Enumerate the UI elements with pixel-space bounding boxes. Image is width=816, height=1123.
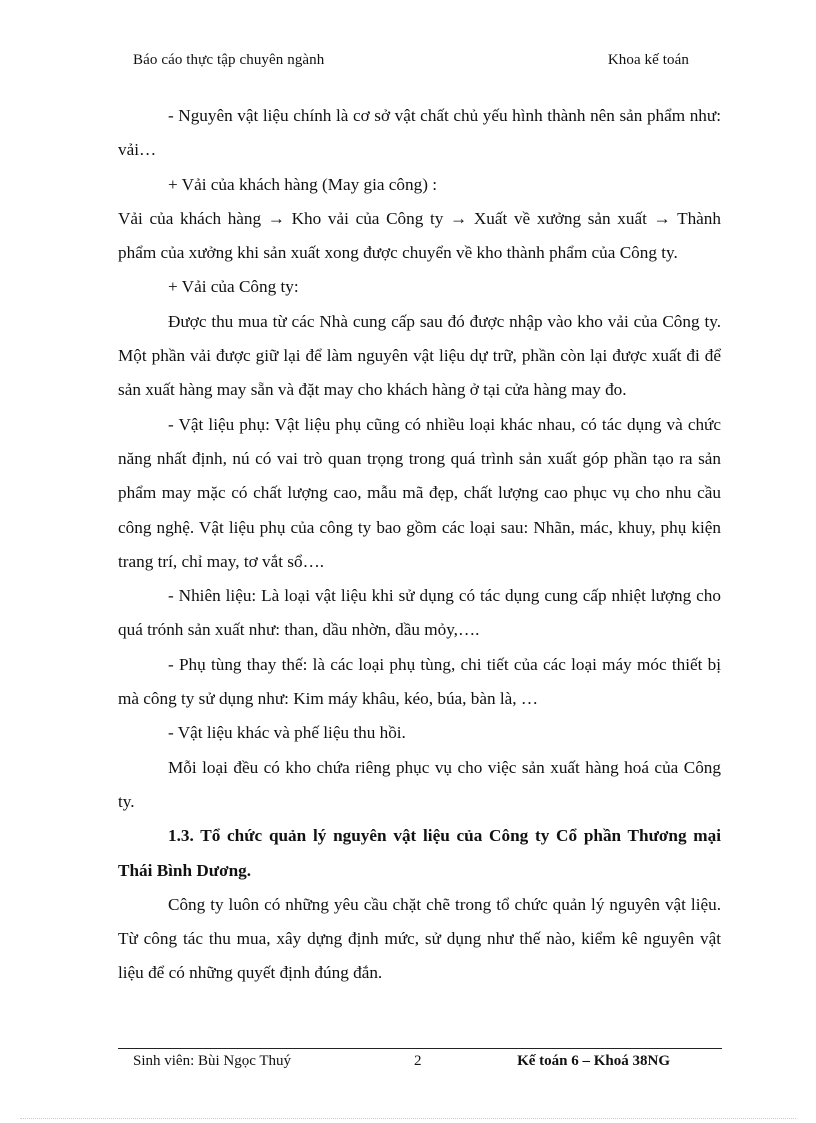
page-header [133,52,689,69]
page-edge-divider [20,1118,796,1119]
paragraph-main-materials: - Nguyên vật liệu chính là cơ sở vật chất chủ yếu hình thành nên sản phẩm như: vải… [118,106,721,160]
document-body [118,99,721,991]
department-label: Khoa kế toán [607,52,689,68]
paragraph-spare-parts: - Phụ tùng thay thế: là các loại phụ tùng, chi tiết của các loại máy móc thiết bị mà công ty sử dụng như: Kim máy khâu, kéo, búa, bàn là, … [118,654,721,709]
class-label: Kế toán 6 – Khoá 38NG [517,1053,670,1069]
page-number: 2 [414,1053,422,1069]
student-name: Sinh viên: Bùi Ngọc Thuý [133,1053,292,1069]
section-heading: 1.3. Tổ chức quản lý nguyên vật liệu của Công ty Cổ phần Thương mại Thái Bình Dương. [118,826,721,880]
paragraph-other-materials: - Vật liệu khác và phế liệu thu hồi. [168,723,406,743]
paragraph-fuel: - Nhiên liệu: Là loại vật liệu khi sử dụng có tác dụng cung cấp nhiệt lượng cho quá trónh sản xuất như: than, dầu nhờn, dầu mỏy,…. [118,586,721,640]
paragraph-storage: Mỗi loại đều có kho chứa riêng phục vụ cho việc sản xuất hàng hoá của Công ty. [118,757,721,811]
paragraph-purchasing: Được thu mua từ các Nhà cung cấp sau đó được nhập vào kho vải của Công ty. Một phần vải được giữ lại để làm nguyên vật liệu dự trữ, phần còn lại được xuất đi để sản xuất hàng may sẵn và đặt may cho khách hàng ở tại cửa hàng may đo. [118,311,721,400]
paragraph-fabric-flow: Vải của khách hàng → Kho vải của Công ty → Xuất về xưởng sản xuất → Thành phẩm của xưởng khi sản xuất xong được chuyển về kho thành phẩm của Công ty. [118,208,721,263]
report-title: Báo cáo thực tập chuyên ngành [133,52,325,68]
paragraph-customer-fabric: + Vải của khách hàng (May gia công) : [168,174,438,194]
paragraph-auxiliary-materials: - Vật liệu phụ: Vật liệu phụ cũng có nhiều loại khác nhau, có tác dụng và chức năng nhất định, nú có vai trò quan trọng trong quá trình sản xuất góp phần tạo ra sản phẩm may mặc có chất lượng cao, mẫu mã đẹp, chất lượng cao phục vụ cho nhu cầu công nghệ. Vật liệu phụ của công ty bao gồm các loại sau: Nhãn, mác, khuy, phụ kiện trang trí, chỉ may, tơ vắt sổ…. [118,414,721,571]
paragraph-management: Công ty luôn có những yêu cầu chặt chẽ trong tổ chức quản lý nguyên vật liệu. Từ công tác thu mua, xây dựng định mức, sử dụng như thế nào, kiểm kê nguyên vật liệu để có những quyết định đúng đắn. [118,894,721,983]
footer-divider [118,1048,722,1049]
page-footer [133,1053,670,1075]
paragraph-company-fabric: + Vải của Công ty: [168,277,299,297]
